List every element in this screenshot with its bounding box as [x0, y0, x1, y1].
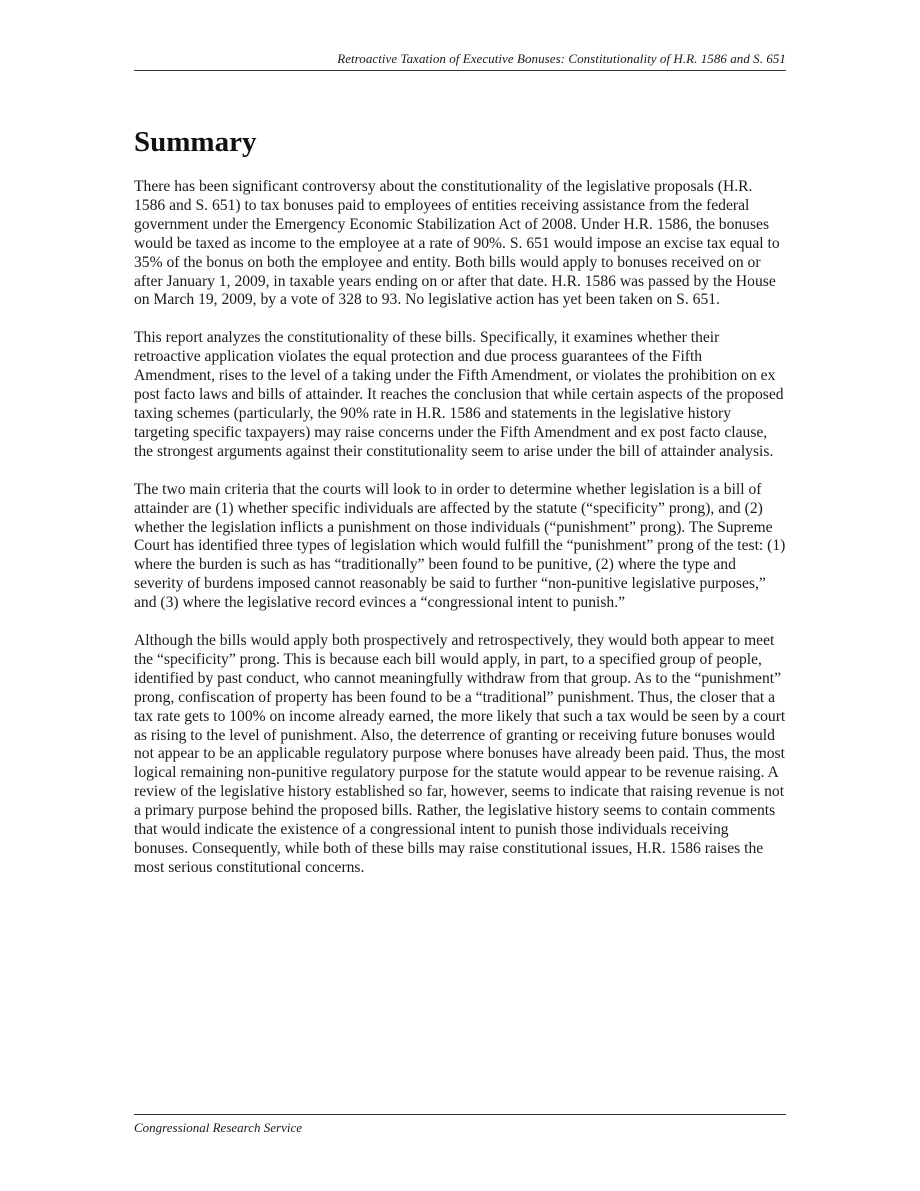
summary-body — [134, 178, 786, 897]
summary-paragraph-2: This report analyzes the constitutionality of these bills. Specifically, it examines whether their retroactive application violates the equal protection and due process guarantees of the Fifth Amendment, rises to the level of a taking under the Fifth Amendment, or violates the prohibition on ex post facto laws and bills of attainder. It reaches the conclusion that while certain aspects of the proposed taxing schemes (particularly, the 90% rate in H.R. 1586 and statements in the legislative history targeting specific taxpayers) may raise concerns under the Fifth Amendment and ex post facto clause, the strongest arguments against their constitutionality seem to arise under the bill of attainder analysis. — [134, 329, 784, 460]
summary-paragraph-3: The two main criteria that the courts will look to in order to determine whether legislation is a bill of attainder are (1) whether specific individuals are affected by the statute (“specificity” prong), and (2) whether the legislation inflicts a punishment on those individuals (“punishment” prong). The Supreme Court has identified three types of legislation which would fulfill the “punishment” prong of the test: (1) where the burden is such as has “traditionally” been found to be punitive, (2) where the type and severity of burdens imposed cannot reasonably be said to further “non-punitive legislative purposes,” and (3) where the legislative record evinces a “congressional intent to punish.” — [134, 480, 786, 612]
section-title: Summary — [134, 126, 257, 158]
summary-paragraph-1: There has been significant controversy about the constitutionality of the legislative proposals (H.R. 1586 and S. 651) to tax bonuses paid to employees of entities receiving assistance from the federal government under the Emergency Economic Stabilization Act of 2008. Under H.R. 1586, the bonuses would be taxed as income to the employee at a rate of 90%. S. 651 would impose an excise tax equal to 35% of the bonus on both the employee and entity. Both bills would apply to bonuses received on or after January 1, 2009, in taxable years ending on or after that date. H.R. 1586 was passed by the House on March 19, 2009, by a vote of 328 to 93. No legislative action has yet been taken on S. 651. — [134, 178, 780, 309]
summary-paragraph-4: Although the bills would apply both prospectively and retrospectively, they would both appear to meet the “specificity” prong. This is because each bill would apply, in part, to a specified group of people, identified by past conduct, who cannot meaningfully withdraw from that group. As to the “punishment” prong, confiscation of property has been found to be a “traditional” punishment. Thus, the closer that a tax rate gets to 100% on income already earned, the more likely that such a tax would be seen by a court as rising to the level of punishment. Also, the deterrence of granting or receiving future bonuses would not appear to be an applicable regulatory purpose where bonuses have already been paid. Thus, the most logical remaining non-punitive regulatory purpose for the statute would appear to be revenue raising. A review of the legislative history established so far, however, seems to indicate that raising revenue is not a primary purpose behind the proposed bills. Rather, the legislative history seems to contain comments that would indicate the existence of a congressional intent to punish those individuals receiving bonuses. Consequently, while both of these bills may raise constitutional issues, H.R. 1586 raises the most serious constitutional concerns. — [134, 632, 786, 876]
running-header: Retroactive Taxation of Executive Bonuses: Constitutionality of H.R. 1586 and S. 651 — [134, 50, 786, 71]
running-footer: Congressional Research Service — [134, 1114, 786, 1137]
